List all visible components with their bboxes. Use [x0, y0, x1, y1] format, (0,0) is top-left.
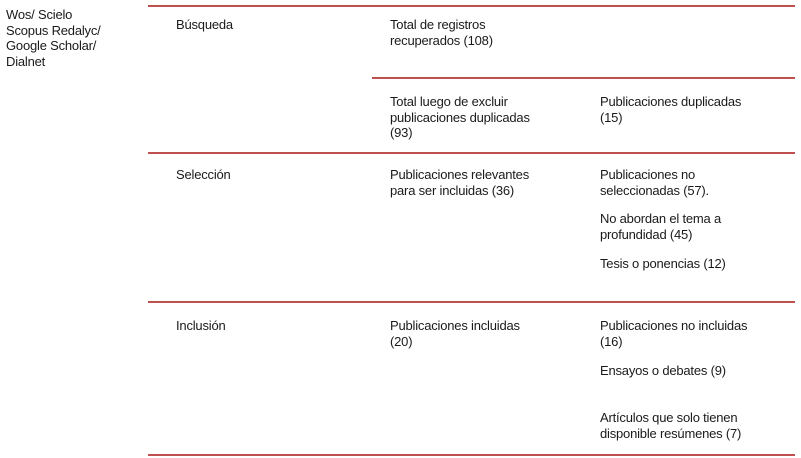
inclusion-bottom-rule [148, 454, 795, 456]
reason-thesis: Tesis o ponencias (12) [600, 256, 726, 271]
stage-inclusion-label: Inclusión [176, 318, 226, 333]
relevant-publications: Publicaciones relevantes para ser incluidas (36) [390, 167, 530, 198]
reason-abstracts-only: Artículos que solo tienen disponible resúmenes (7) [600, 410, 742, 441]
reason-not-deep: No abordan el tema a profundidad (45) [600, 211, 722, 242]
reason-essays: Ensayos o debates (9) [600, 363, 726, 378]
duplicates-rule [372, 77, 795, 79]
not-selected-publications: Publicaciones no seleccionadas (57). [600, 167, 709, 198]
not-included-publications: Publicaciones no incluidas (16) [600, 318, 748, 349]
duplicate-publications: Publicaciones duplicadas (15) [600, 94, 742, 125]
total-records: Total de registros recuperados (108) [390, 17, 493, 48]
stage-busqueda-label: Búsqueda [176, 17, 233, 32]
top-rule [148, 5, 795, 7]
stage-seleccion-label: Selección [176, 167, 231, 182]
busqueda-bottom-rule [148, 152, 795, 154]
sources-label: Wos/ Scielo Scopus Redalyc/ Google Scholar/ Dialnet [6, 7, 101, 69]
seleccion-bottom-rule [148, 301, 795, 303]
total-after-duplicates: Total luego de excluir publicaciones duplicadas (93) [390, 94, 530, 140]
included-publications: Publicaciones incluidas (20) [390, 318, 520, 349]
